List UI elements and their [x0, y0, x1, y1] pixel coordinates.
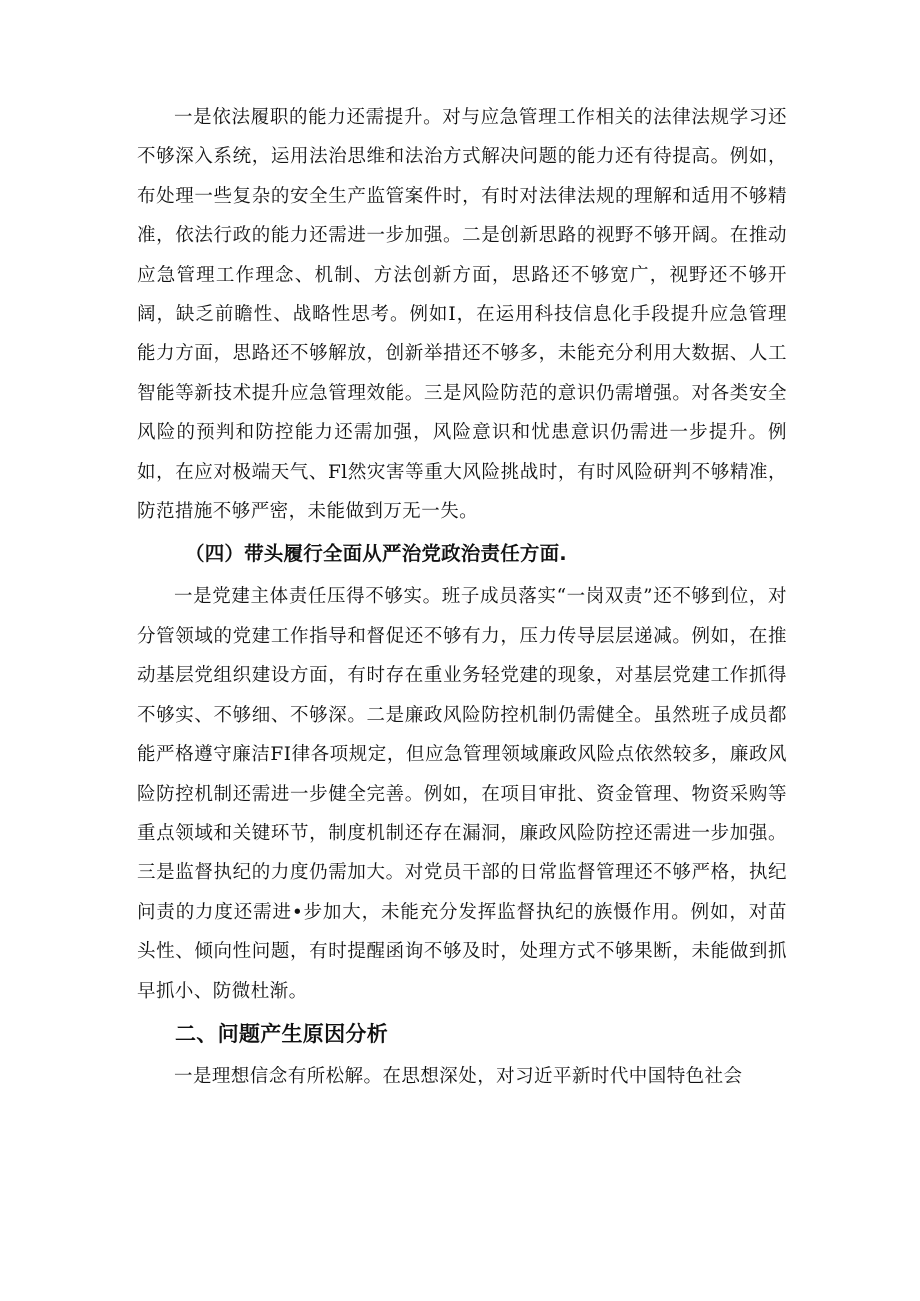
- subsection-heading-4: （四）带头履行全面从严治党政治责任方面.: [185, 542, 567, 566]
- body-paragraph-duty-performance: 一是依法履职的能力还需提升。对与应急管理工作相关的法律法规学习还不够深入系统，运用法治思维和法治方式解决问题的能力还有待提高。例如，布处理一些复杂的安全生产监管案件时，有时对法律法规的理解和适用不够精准，依法行政的能力还需进一步加强。二是创新思路的视野不够开阔。在推动应急管理工作理念、机制、方法创新方面，思路还不够宽广，视野还不够开阔，缺乏前瞻性、战略性思考。例如I，在运用科技信息化手段提升应急管理能力方面，思路还不够解放，创新举措还不够多，未能充分利用大数据、人工智能等新技术提升应急管理效能。三是风险防范的意识仍需增强。对各类安全风险的预判和防控能力还需加强，风险意识和忧患意识仍需进一步提升。例如，在应对极端天气、Fl然灾害等重大风险挑战时，有时风险研判不够精准，防范措施不够严密，未能做到万无一失。: [137, 107, 787, 523]
- document-body: [137, 98, 787, 1096]
- body-paragraph-cause-analysis: 一是理想信念有所松解。在思想深处，对习近平新时代中国特色社会: [174, 1065, 743, 1087]
- section-heading-2: 二、问题产生原因分析: [175, 1021, 388, 1046]
- body-paragraph-party-discipline: 一是党建主体责任压得不够实。班子成员落实“一岗双责”还不够到位，对分管领域的党建工作指导和督促还不够有力，压力传导层层递减。例如，在推动基层党组织建设方面，有时存在重业务轻党建的现象，对基层党建工作抓得不够实、不够细、不够深。二是廉政风险防控机制仍需健全。虽然班子成员都能严格遵守廉洁FI律各项规定，但应急管理领域廉政风险点依然较多，廉政风险防控机制还需进一步健全完善。例如，在项目审批、资金管理、物资采购等重点领域和关键环节，制度机制还存在漏洞，廉政风险防控还需进一步加强。三是监督执纪的力度仍需加大。对党员干部的日常监督管理还不够严格，执纪问责的力度还需进•步加大，未能充分发挥监督执纪的族慑作用。例如，对苗头性、倾向性问题，有时提醒函询不够及时，处理方式不够果断，未能做到抓早抓小、防微杜渐。: [137, 586, 787, 1002]
